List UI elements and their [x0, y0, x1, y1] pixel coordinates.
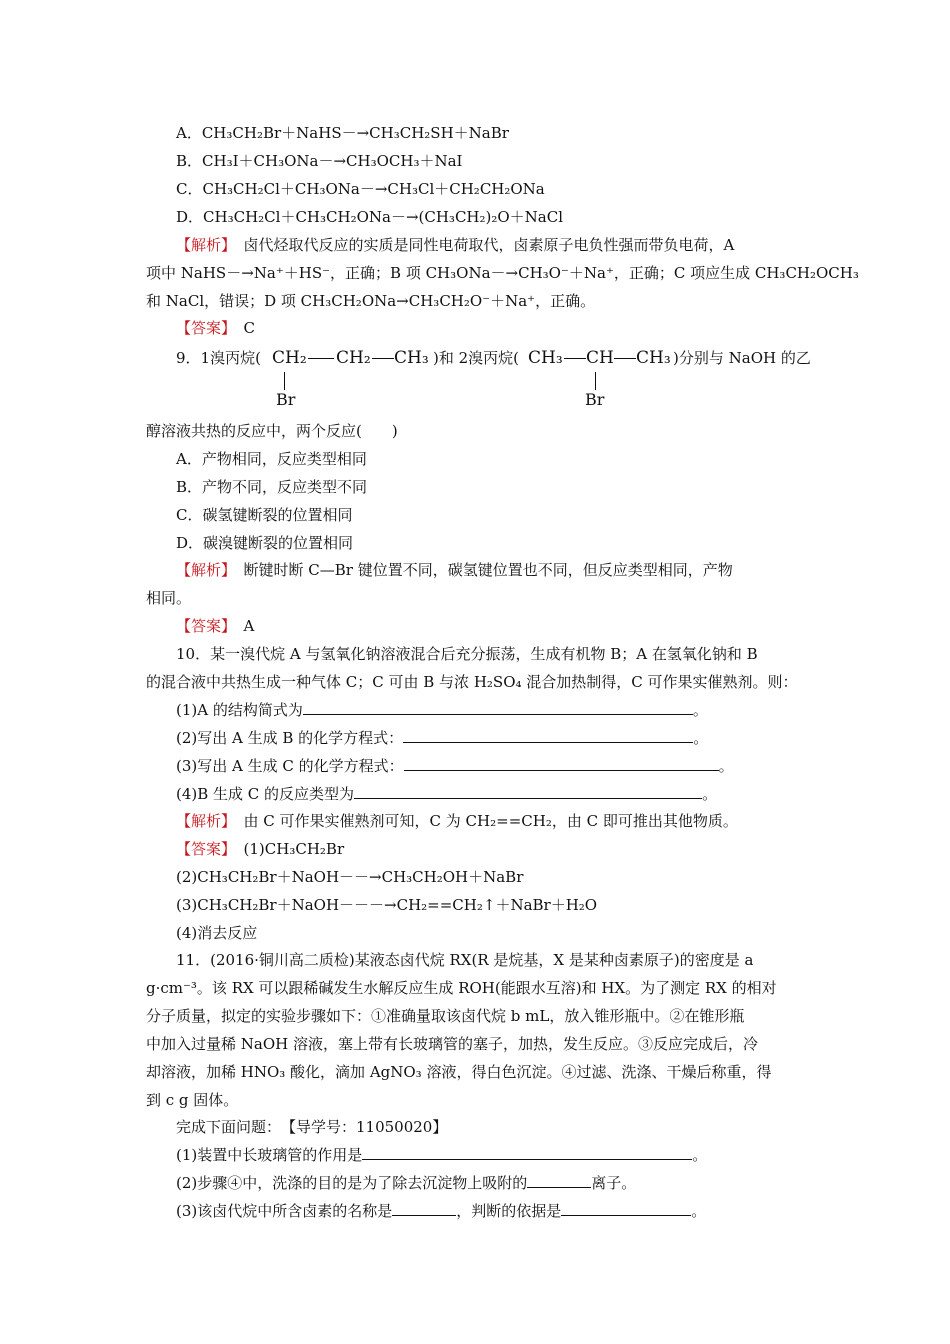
q10-part1: (1)A 的结构简式为 。 [176, 701, 708, 719]
analysis-tag: 【解析】 [176, 236, 229, 254]
q11-part1: (1)装置中长玻璃管的作用是 。 [176, 1146, 708, 1164]
answer-blank[interactable] [527, 1173, 591, 1188]
analysis-tag: 【解析】 [176, 812, 229, 830]
s2-bond-br [595, 372, 596, 390]
answer-tag: 【答案】 [176, 617, 229, 635]
q9-answer: 【答案】 A [176, 617, 255, 635]
s1-bond1 [308, 358, 334, 359]
s2-c2: CH [586, 348, 614, 368]
s2-br: Br [585, 390, 605, 409]
s2-bond2 [614, 358, 636, 359]
s1-c3: CH₃ [394, 348, 429, 368]
q8-option-b: B．CH₃I＋CH₃ONa－→CH₃OCH₃＋NaI [176, 152, 463, 170]
q10-part4: (4)B 生成 C 的反应类型为 。 [176, 785, 718, 803]
s1-bond-br [284, 372, 285, 390]
q11-stem-4: 中加入过量稀 NaOH 溶液，塞上带有长玻璃管的塞子，加热，发生反应。③反应完成后，冷 [146, 1035, 758, 1053]
q9-option-a: A．产物相同，反应类型相同 [176, 450, 367, 468]
q8-option-d: D．CH₃CH₂Cl＋CH₃CH₂ONa－→(CH₃CH₂)₂O＋NaCl [176, 208, 564, 226]
s1-c2: CH₂ [336, 348, 371, 368]
q8-option-c: C．CH₃CH₂Cl＋CH₃ONa－→CH₃Cl＋CH₂CH₂ONa [176, 180, 545, 198]
answer-tag: 【答案】 [176, 319, 229, 337]
q9-stem-a: 9．1溴丙烷( [176, 349, 261, 367]
q9-option-c: C．碳氢键断裂的位置相同 [176, 506, 353, 524]
answer-blank[interactable] [392, 1201, 456, 1216]
q11-task: 完成下面问题： 【导学号：11050020】 [176, 1118, 448, 1136]
q8-answer: 【答案】 C [176, 319, 256, 337]
q10-answer-4: (4)消去反应 [176, 924, 258, 942]
q11-stem-3: 分子质量，拟定的实验步骤如下：①准确量取该卤代烷 b mL，放入锥形瓶中。②在锥形瓶 [146, 1007, 745, 1025]
q10-analysis: 【解析】 由 C 可作果实催熟剂可知，C 为 CH₂==CH₂，由 C 即可推出其他物质。 [176, 812, 738, 830]
q11-stem-6: 到 c g 固体。 [146, 1091, 239, 1109]
q11-stem-5: 却溶液，加稀 HNO₃ 酸化，滴加 AgNO₃ 溶液，得白色沉淀。④过滤、洗涤、干燥后称重，得 [146, 1063, 772, 1081]
q8-option-a: A．CH₃CH₂Br＋NaHS－→CH₃CH₂SH＋NaBr [176, 124, 509, 142]
q11-part3: (3)该卤代烷中所含卤素的名称是 ，判断的依据是 。 [176, 1202, 707, 1220]
answer-blank[interactable] [362, 1145, 692, 1160]
s2-c3: CH₃ [636, 348, 671, 368]
q9-analysis-line2: 相同。 [146, 589, 192, 607]
answer-blank[interactable] [354, 784, 702, 799]
answer-tag: 【答案】 [176, 840, 229, 858]
q9-stem-c: )分别与 NaOH 的乙 [673, 349, 811, 367]
q11-stem-1: 11．(2016·铜川高二质检)某液态卤代烷 RX(R 是烷基，X 是某种卤素原子)的密度是 a [176, 951, 754, 969]
q9-option-b: B．产物不同，反应类型不同 [176, 478, 368, 496]
q10-answer-3: (3)CH₃CH₂Br＋NaOH－－－→CH₂==CH₂↑＋NaBr＋H₂O [176, 896, 598, 914]
q9-stem-2: 醇溶液共热的反应中，两个反应( ) [146, 422, 398, 440]
s1-bond2 [372, 358, 394, 359]
q10-answer-2: (2)CH₃CH₂Br＋NaOH－－→CH₃CH₂OH＋NaBr [176, 868, 524, 886]
analysis-tag: 【解析】 [176, 561, 229, 579]
answer-blank[interactable] [303, 700, 693, 715]
q9-stem-b: )和 2溴丙烷( [433, 349, 520, 367]
s1-br: Br [276, 390, 296, 409]
q11-part2: (2)步骤④中，洗涤的目的是为了除去沉淀物上吸附的 离子。 [176, 1174, 637, 1192]
s1-c1: CH₂ [272, 348, 307, 368]
q10-part3: (3)写出 A 生成 C 的化学方程式： 。 [176, 757, 734, 775]
answer-blank[interactable] [404, 756, 719, 771]
q8-analysis-line1: 【解析】 卤代烃取代反应的实质是同性电荷取代，卤素原子电负性强而带负电荷，A [176, 236, 735, 254]
q10-stem-1: 10．某一溴代烷 A 与氢氧化钠溶液混合后充分振荡，生成有机物 B；A 在氢氧化钠和 B [176, 645, 758, 663]
answer-blank[interactable] [403, 728, 693, 743]
q8-analysis-line2: 项中 NaHS－→Na⁺＋HS⁻，正确；B 项 CH₃ONa－→CH₃O⁻＋Na⁺，正确；C 项应生成 CH₃CH₂OCH₃ [146, 264, 859, 282]
q9-analysis-line1: 【解析】 断键时断 C—Br 键位置不同，碳氢键位置也不同，但反应类型相同，产物 [176, 561, 733, 579]
q10-answer-1: 【答案】 (1)CH₃CH₂Br [176, 840, 345, 858]
q11-stem-2: g·cm⁻³。该 RX 可以跟稀碱发生水解反应生成 ROH(能跟水互溶)和 HX。为了测定 RX 的相对 [146, 979, 777, 997]
q10-stem-2: 的混合液中共热生成一种气体 C；C 可由 B 与浓 H₂SO₄ 混合加热制得，C 可作果实催熟剂。则： [146, 673, 798, 691]
q9-option-d: D．碳溴键断裂的位置相同 [176, 534, 354, 552]
answer-blank[interactable] [561, 1201, 691, 1216]
q10-part2: (2)写出 A 生成 B 的化学方程式： 。 [176, 729, 709, 747]
q8-analysis-line3: 和 NaCl，错误；D 项 CH₃CH₂ONa→CH₃CH₂O⁻＋Na⁺，正确。 [146, 292, 596, 310]
s2-c1: CH₃ [528, 348, 563, 368]
s2-bond1 [564, 358, 586, 359]
